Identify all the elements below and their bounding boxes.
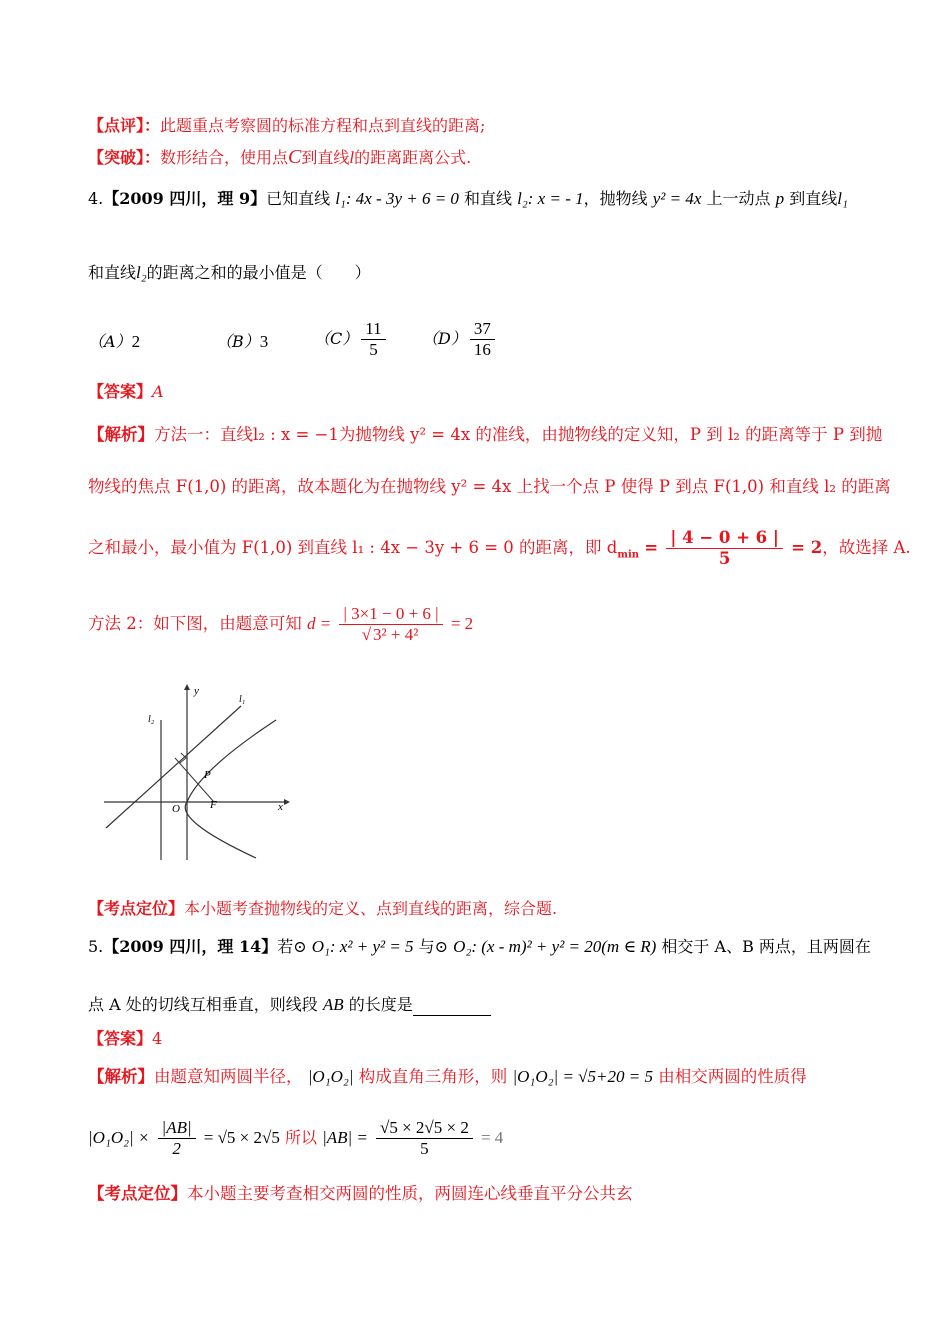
q4-analysis-text1: 方法一：直线l₂ : x = −1为抛物线 y² = 4x 的准线，由抛物线的定义知，P 到 l₂ 的距离等于 P 到抛 [154,425,883,444]
q5-calc-ab: |AB| = [322,1128,368,1147]
q4-text-b: 和直线 [464,189,513,208]
q4-line2-b: 的距离之和的最小值是（ ） [146,263,371,282]
q5-calc-mid: = √5 × 2√5 [203,1128,280,1147]
q4-method2-result: = 2 [450,614,474,633]
q4-method2-den: 3² + 4² [373,625,419,644]
q4-answer: A [152,382,164,401]
q4-method2-text: 方法 2：如下图，由题意可知 [88,614,302,633]
q5-answer-blank [413,999,491,1016]
q5-number: 5. [88,937,104,956]
q4-point-text: 本小题考查抛物线的定义、点到直线的距离，综合题. [184,899,558,918]
q5-o2-equation: O₂: (x - m)² + y² = 20(m ∈ R) [453,937,657,956]
q4-point-line [88,898,557,920]
q4-method2-num: | 3×1 − 0 + 6 | [339,604,442,625]
q4-option-c-den: 5 [369,340,378,359]
q5-calc-ab-num: |AB| [158,1118,196,1139]
q4-analysis-line3 [88,528,911,569]
q5-line2-a: 点 A 处的切线互相垂直，则线段 [88,995,318,1014]
q4-text-d: 上一动点 [706,189,771,208]
figure-label-x: x [278,801,283,813]
q4-option-d-fraction [470,319,495,360]
q4-option-c [314,319,389,360]
q4-analysis-text3: 之和最小，最小值为 F(1,0) 到直线 l₁ : 4x − 3y + 6 = 0 的距离，即 d [88,538,618,557]
q4-option-d [422,319,498,360]
q4-l1: l₁ [837,189,848,208]
q4-option-c-num: 11 [361,319,385,340]
q4-figure [96,670,296,870]
q5-calc-text: 所以 [284,1128,317,1147]
q4-analysis-label: 【解析】 [88,425,154,444]
q4-parabola: y² = 4x [652,189,702,208]
q4-stem-line1 [88,188,848,210]
q4-l1-equation: l₁: 4x - 3y + 6 = 0 [335,189,459,208]
q4-analysis-text2: 物线的焦点 F(1,0) 的距离，故本题化为在抛物线 y² = 4x 上找一个点 P 使得 P 到点 F(1,0) 和直线 l₂ 的距离 [88,477,891,496]
q5-calc-line [88,1118,503,1159]
q4-analysis-line1 [88,424,882,446]
q5-analysis-a: 由题意知两圆半径， [154,1067,303,1086]
figure-label-o: O [172,803,180,815]
figure-label-l2: l₂ [148,714,155,725]
q5-analysis-line1 [88,1066,807,1088]
figure-parabola [185,720,276,858]
q5-analysis-eq: |O₁O₂| = √5+20 = 5 [512,1067,653,1086]
q4-option-d-den: 16 [473,340,491,359]
q4-option-a [88,331,140,353]
q4-analysis-line2 [88,476,891,498]
q4-method2-line [88,604,473,645]
q5-line2-b: 的长度是 [348,995,413,1014]
q5-analysis-b: 构成直角三角形，则 [358,1067,508,1086]
q5-stem-line2 [88,994,491,1016]
figure-label-l1: l₁ [239,694,246,705]
q5-o1-equation: O₁: x² + y² = 5 [311,937,414,956]
breakthrough-label: 【突破】： [88,148,161,167]
q4-option-d-num: 37 [470,319,495,340]
figure-x-arrow [284,799,290,805]
q5-calc-ab-den: 2 [172,1139,181,1158]
breakthrough-line-symbol: l [349,148,355,167]
q4-line2-a: 和直线 [88,263,137,282]
q4-text-c: ，抛物线 [583,189,648,208]
figure-y-arrow [184,684,190,690]
q4-option-b-value: 3 [259,332,269,351]
review-label: 【点评】： [88,116,161,135]
q5-point-label: 【考点定位】 [88,1184,187,1203]
q4-answer-line [88,381,164,403]
figure-label-p: P [204,769,211,781]
q4-point: p [775,189,785,208]
q5-analysis-c: 由相交两圆的性质得 [658,1067,807,1086]
q5-answer: 4 [152,1029,163,1048]
breakthrough-text-a: 数形结合，使用点 [160,148,289,167]
q4-text-e: 到直线 [789,189,838,208]
q4-analysis-den: 5 [718,549,731,568]
breakthrough-line [88,146,471,169]
q4-method2-d: d = [307,614,332,633]
figure-label-y: y [194,685,199,697]
q4-option-c-fraction [361,319,385,360]
figure-label-f: F [210,799,217,811]
q5-text-b: 与⊙ [418,937,449,956]
q5-analysis-o1o2: |O₁O₂| [307,1067,354,1086]
q4-option-b [216,331,268,353]
q5-answer-line [88,1028,162,1050]
review-line [88,115,485,137]
q5-calc-den: 5 [420,1139,429,1158]
q4-analysis-min-sub: min [617,549,640,561]
q4-analysis-fraction [666,528,783,569]
q5-calc-num: √5 × 2√5 × 2 [376,1118,473,1139]
q4-point-label: 【考点定位】 [88,899,185,918]
q5-ab: AB [322,995,344,1014]
q4-answer-label: 【答案】 [88,382,153,401]
q4-option-c-label: （C） [314,329,359,348]
q4-l2-equation: l₂: x = - 1 [517,189,584,208]
q5-calc-fraction [376,1118,473,1159]
q4-option-a-label: （A） [88,332,132,351]
breakthrough-text-c: 的距离距离公式. [354,148,472,167]
review-text: 此题重点考察圆的标准方程和点到直线的距离; [160,116,486,135]
q4-method2-den-wrap: √ 3² + 4² [361,625,419,644]
q5-point-text: 本小题主要考查相交两圆的性质，两圆连心线垂直平分公共玄 [187,1184,633,1203]
breakthrough-point: C [288,146,302,168]
q4-source: 【2009 四川，理 9】 [103,189,267,208]
breakthrough-text-b: 到直线 [301,148,350,167]
q5-point-line [88,1183,633,1205]
q4-method2-fraction [339,604,442,645]
q5-source: 【2009 四川，理 14】 [103,937,278,956]
q4-option-a-value: 2 [131,332,141,351]
q4-analysis-eq: = [644,538,659,557]
q5-calc-ab-fraction [158,1118,196,1159]
q4-text-a: 已知直线 [266,189,331,208]
q4-l2: l₂ [136,263,147,282]
q5-text-c: 相交于 A、B 两点，且两圆在 [661,937,871,956]
q5-stem-line1 [88,936,871,958]
q4-number: 4. [88,189,104,208]
q4-option-d-label: （D） [422,329,467,348]
q4-option-b-label: （B） [216,332,260,351]
q4-analysis-num: | 4 − 0 + 6 | [666,528,783,549]
q5-calc-left: |O₁O₂| × [88,1128,150,1147]
q4-analysis-result: = 2 [791,538,823,557]
q5-calc-result: = 4 [480,1128,504,1147]
q5-text-a: 若⊙ [277,937,307,956]
q4-analysis-end: ，故选择 A. [822,538,911,557]
q4-stem-line2 [88,262,371,284]
q5-answer-label: 【答案】 [88,1029,153,1048]
q5-analysis-label: 【解析】 [88,1067,154,1086]
